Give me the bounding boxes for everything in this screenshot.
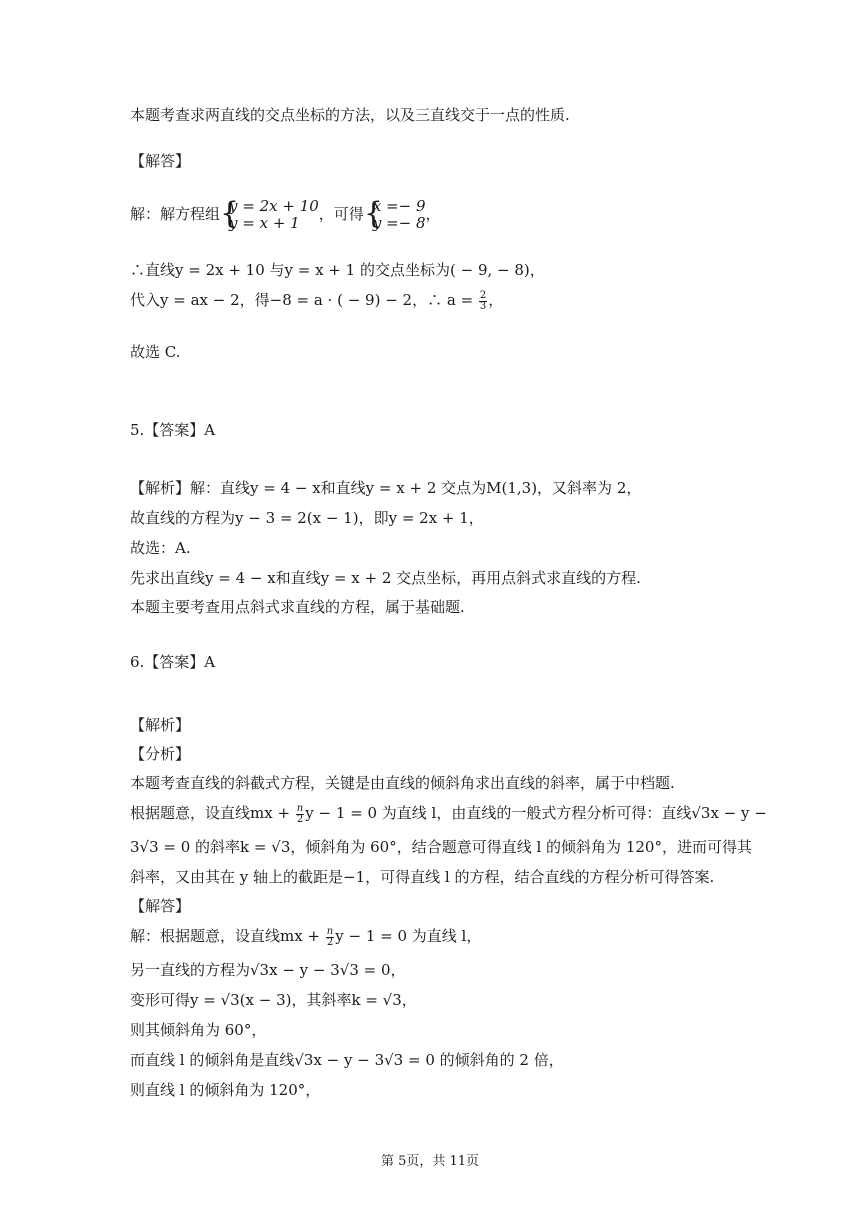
text-line: ∴直线y = 2x + 10 与y = x + 1 的交点坐标为( − 9, − 8)，: [130, 261, 545, 279]
text-line: 则直线 l 的倾斜角为 120°，: [130, 1081, 321, 1099]
equation-row: x =− 9: [372, 197, 426, 215]
text-fragment: y − 1 = 0 为直线 l，由直线的一般式方程分析可得：直线√3x − y −: [305, 804, 767, 822]
text-line-with-fraction: [130, 803, 767, 825]
text-line: 则其倾斜角为 60°，: [130, 1021, 267, 1039]
fraction-numerator: 2: [479, 289, 487, 301]
section-heading-analysis-sub: 【分析】: [130, 745, 191, 763]
page-footer: 第 5页，共 11页: [380, 1154, 480, 1169]
text-fragment: ，: [425, 205, 441, 223]
fraction: [479, 291, 487, 312]
text-fragment: y − 1 = 0 为直线 l，: [335, 927, 482, 945]
equation-row: y = x + 1: [229, 214, 300, 232]
text-line: 另一直线的方程为√3x − y − 3√3 = 0，: [130, 961, 406, 979]
text-fragment: ，可得: [318, 205, 364, 223]
text-fragment: 代入y = ax − 2，得−8 = a · ( − 9) − 2，∴ a =: [130, 291, 478, 309]
text-line: 本题主要考查用点斜式求直线的方程，属于基础题.: [130, 598, 465, 616]
text-line-with-fraction: [130, 926, 481, 948]
question-answer-heading: 5.【答案】A: [130, 421, 216, 439]
section-heading-answer: 【解答】: [130, 897, 191, 915]
text-line: 故选 C.: [130, 343, 181, 361]
equation-system: { x =− 9 y =− 8: [363, 196, 426, 232]
equation-system: { y = 2x + 10 y = x + 1: [220, 196, 319, 232]
question-answer-heading: 6.【答案】A: [130, 653, 216, 671]
text-line: 先求出直线y = 4 − x和直线y = x + 2 交点坐标，再用点斜式求直线的方程.: [130, 569, 641, 587]
text-fragment: 根据题意，设直线mx +: [130, 804, 295, 822]
text-line: 而直线 l 的倾斜角是直线√3x − y − 3√3 = 0 的倾斜角的 2 倍，: [130, 1051, 564, 1069]
text-line: 3√3 = 0 的斜率k = √3，倾斜角为 60°，结合题意可得直线 l 的倾斜角为 120°，进而可得其: [130, 838, 752, 856]
text-line: 【解析】解：直线y = 4 − x和直线y = x + 2 交点为M(1,3)，又斜率为 2，: [130, 479, 642, 497]
text-line: 变形可得y = √3(x − 3)，其斜率k = √3，: [130, 991, 417, 1009]
fraction-numerator: n: [296, 802, 304, 814]
text-line: 斜率，又由其在 y 轴上的截距是−1，可得直线 l 的方程，结合直线的方程分析可得答案.: [130, 868, 715, 886]
fraction-denominator: 3: [479, 300, 487, 312]
section-heading-analysis: 【解析】: [130, 716, 191, 734]
text-line: 故选：A.: [130, 539, 191, 557]
equation-row: y =− 8: [372, 214, 426, 232]
fraction-denominator: 2: [326, 936, 334, 948]
text-fragment: 解：根据题意，设直线mx +: [130, 927, 325, 945]
equation-row: y = 2x + 10: [229, 197, 319, 215]
fraction: [326, 927, 334, 948]
fraction-numerator: n: [326, 925, 334, 937]
text-fragment: 解：解方程组: [130, 205, 221, 223]
text-line: 故直线的方程为y − 3 = 2(x − 1)，即y = 2x + 1，: [130, 509, 484, 527]
text-line: 本题考查直线的斜截式方程，关键是由直线的倾斜角求出直线的斜率，属于中档题.: [130, 774, 675, 792]
section-heading-answer: 【解答】: [130, 152, 191, 170]
fraction-denominator: 2: [296, 813, 304, 825]
text-fragment: ，: [488, 291, 504, 309]
text-line: 本题考查求两直线的交点坐标的方法，以及三直线交于一点的性质.: [130, 106, 570, 124]
text-line-with-fraction: [130, 290, 503, 312]
fraction: [296, 804, 304, 825]
equation-system-line: [130, 196, 441, 232]
